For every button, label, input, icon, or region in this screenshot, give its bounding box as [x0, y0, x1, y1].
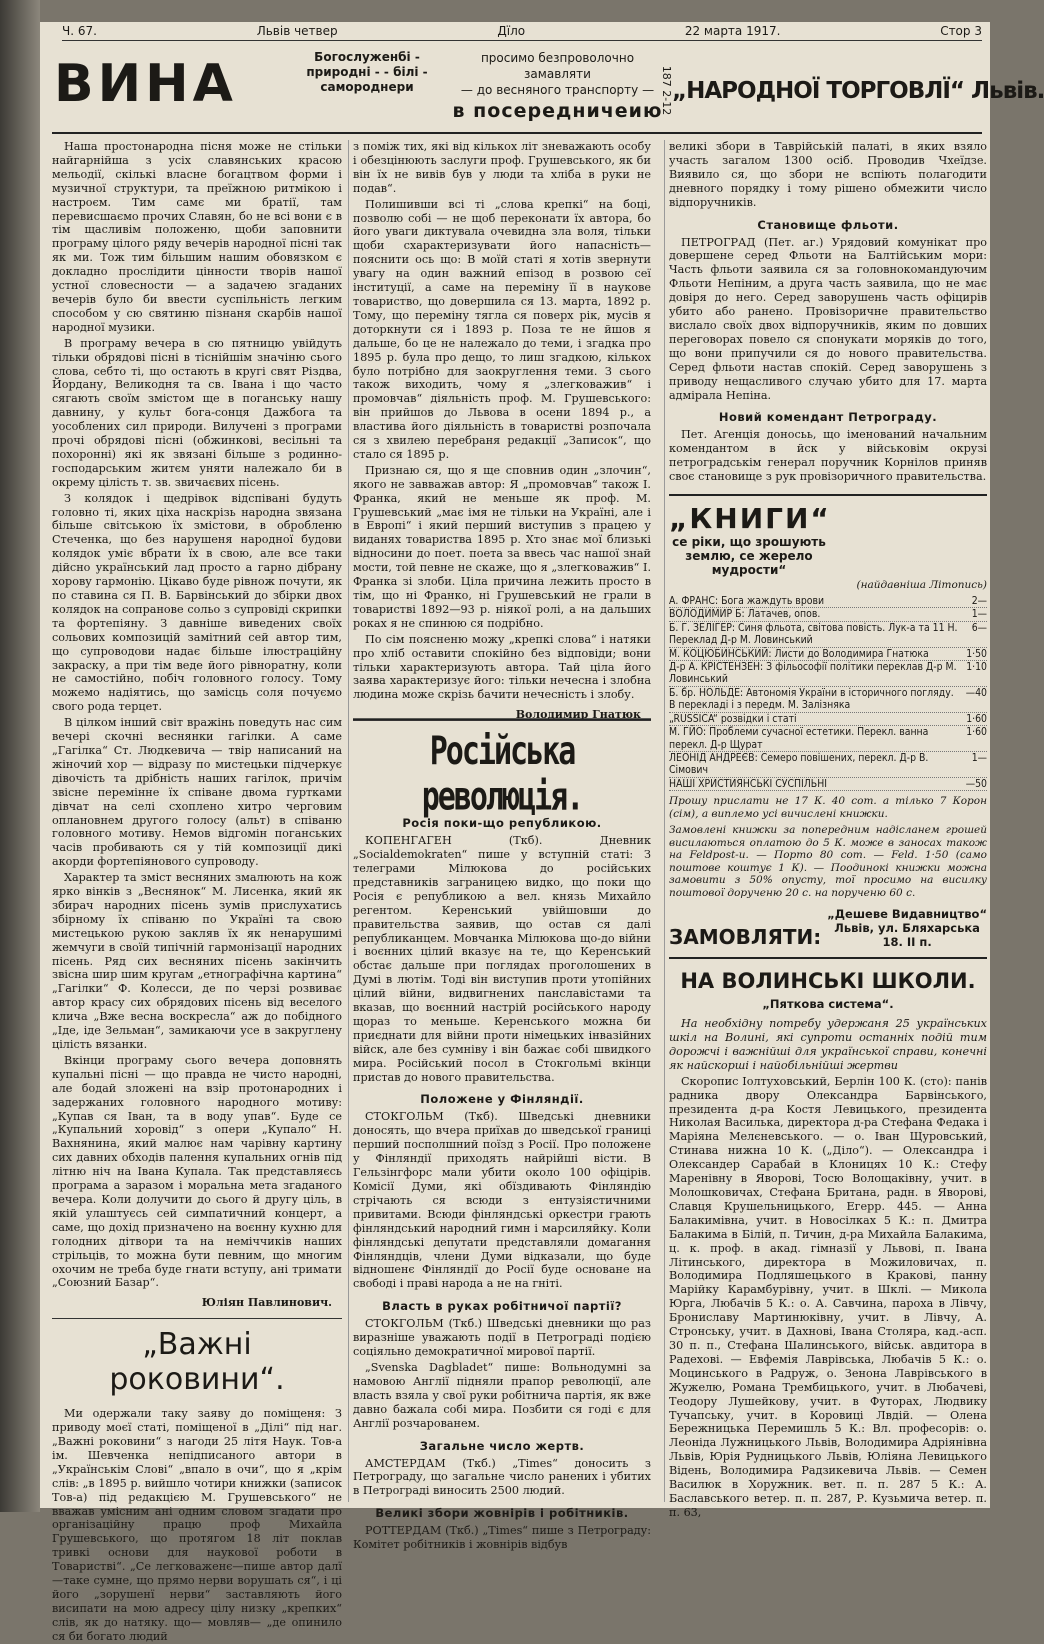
city-day: Львів четвер [256, 24, 338, 38]
order-address: „Дешеве Видавництво“ Львів, ул. Бляхарська 18. II п. [827, 907, 988, 950]
book-price: —50 [965, 777, 987, 790]
paragraph: З колядок і щедрівок відспівані будуть головно ті, яких ціха наскрізь народна звязана більше світською їх змістови, в обробленю Стеченка, що без нарушеня народної будови колядок уміє вбрати їх в свою, але все таки дійсно український лад просто а гарно дібрану хорову гармонію. Цікаво буде рівнож почути, як по ставина ся П. В. Барвінський до збірки двох колядок на сопранове сольо з супровіді скрипки та фортепіяну. З давніше виведених своїх сольових композицій замітний сей автор тим, що супроводови надає більше ілюстраційну закраску, а при тім веде його рівноратну, коли не самостійно, побіч головного голосу. Тому можемо надіятись, що замісць соля почуємо свого рода терцет. [52, 491, 342, 714]
top-advertisement [52, 44, 1044, 134]
book-price: 2— [971, 595, 987, 608]
order-label: ЗАМОВЛЯТИ: [669, 925, 822, 950]
book-price: 6— [971, 621, 987, 634]
book-title: А. ФРАНС: Бога жаждуть врови [669, 595, 825, 608]
article-heading: „Важні роковини“. [52, 1318, 342, 1397]
paragraph: з поміж тих, які від кількох літ зневажають особу і обезцінюють заслуги проф. Грушевського, як би він їх не вивів був у люди та хліба в руки не подав“. [353, 140, 651, 195]
book-item [669, 622, 987, 648]
narodna-torgovlia: „НАРОДНОЇ ТОРГОВЛЇ“ Львів. [672, 78, 1044, 104]
masthead [62, 24, 982, 41]
signature: Юліян Павлинович. [201, 1296, 332, 1310]
book-title: ВОЛОДИМИР Б: Латачев, опов. [669, 608, 821, 621]
book-price: 1·10 [966, 661, 987, 674]
order-line-1: просимо безпроволочно замавляти [480, 51, 635, 81]
paper-name: Дїло [497, 24, 526, 38]
paragraph: ПЕТРОГРАД (Пет. аг.) Урядовий комунікат про довершене серед Фльоти на Балтійським мори: Часть фльоти заявила ся за головнокомандуючим Фльоти Непіним, а друга часть заявила, що не має довіря до него. Серед заворушень часть офіцирів убито або ранено. Провізоричне правительство вислало своїх двох відпоручників, яким по довших переговорах повело ся спонукати моряків до того, що вони припучили ся до нового правительства. Серед фльоти настав спокій. Серед заворушень з приводу нещасливого случаю убито для 17. марта адмірала Непіна. [669, 235, 987, 402]
book-title: Б. Г. ЗЕЛІГЕР: Синя фльота, світова повість. Лук-а та 11 Н. Переклад Д-р М. Ловинський [669, 621, 958, 647]
paragraph: Полишивши всі ті „слова крепкі“ на боці, позволю собі — не щоб переконати їх автора, бо його уваги диктувала очевидна зла воля, тільки щоби схарактеризувати його напасність— пояснити ось що: В моїй статі я хотів звернути увагу на один важний епізод в розвою сеї інституції, а саме на переміну її в наукове товариство, що довершила ся 13. марта, 1892 р. Тому, що переміну тягла ся поверх рік, мусів я доторкнути ся і 1893 р. Поза те не йшов я дальше, бо це не належало до теми, і згадка про 1895 р. була про дещо, то лиш згадкою, кількох було потрібно для заокруглення теми. З сього також виходить, чому я „злегковажив“ і промовчав“ діяльність проф. М. Грушевського: він прийшов до Львова в осени 1894 р., а властива його діяльність в товаристві розпочала ся з хвилею перебраня редакції „Записок“, що стало ся 1895 р. [353, 197, 651, 461]
books-note: Замовлені книжки за попередним надісланем грошей висилаються оплатою до 5 К. може в заносах також на Feldpost-u. — Порто 80 сот. — Feld. 1·50 (само поштове коштує 1 К). — Поодинокі книжки можна замовити з 50% опусту, тої просимо на висилку поштової дорученю 20 с. на порученю 60 с. [669, 824, 987, 899]
subheading: Великі збори жовнірів і робітників. [375, 1506, 629, 1521]
subheading: Загальне число жертв. [419, 1438, 585, 1453]
paragraph: В програму вечера в сю пятницю увійдуть тільки обрядові пісні в тіснійшім значіню сього слова, себто ті, що остають в кругі свят Різдва, Йордану, Великодня та св. Івана і що часто сягають своїм змістом ще в поганську нашу давнину, у культ бога-сонця Дажбога та уособлених сил природи. Вилучені з програми прочі обрядові пісні (обжинкові, весільні та похоронні) які як звязані більше з родинно-господарським житєм уняти належало би в окрему цілість т. зв. звичаєвих пісень. [52, 336, 342, 489]
book-price: 1— [971, 608, 987, 621]
subheading: Положене у Фінляндії. [420, 1092, 584, 1107]
phone-number: 187 2-12 [660, 65, 674, 116]
column-3 [664, 140, 988, 1519]
books-motto-source: (найдавніша Літопись) [856, 579, 987, 592]
signature: Володимир Гнатюк [515, 708, 641, 722]
page-number: Стор 3 [940, 24, 982, 38]
paragraph: КОПЕНГАГЕН (Ткб). Дневник „Socialdemokraten“ пише у вступній статі: З телеграми Мілюкова до російських представників заграницею видко, що поки що Росія є републикою а вел. князь Михайло регентом. Керенський увійшовши до правительства заявив, що остав ся далі републиканцем. Мовчанка Мілюкова що-до війни і воєнних цілий вказує на те, що Керенський обстає дальше при поглядах проголошених в Думі в лютім. Тоді він виступив проти утопійних цілий війни, видвигнених панславістами та вказав, що воєнний настрій російського народу щораз то меньше. Керенського можна би приєднати для війни проти німецьких інвазійних війск, але без сумніву і він бажає собі швидкого мира. Російський посол в Стокгольмі вкінци пристав до нового правительства. [353, 834, 651, 1084]
paragraph: Ми одержали таку заяву до поміщеня: З приводу моєї статі, поміщеної в „Ділі“ під наг. „Важні роковини“ з нагоди 25 літя Наук. Тов-а ім. Шевченка непідписаного автори в „Українськім Слові“ „впало в очи“, що я „крім слів: „в 1895 р. вийшло чотири книжки (записок Тов-а) під редакцією М. Грушевського“ не вважав умісним ані одним словом згадати про організаційну працю проф Михайла Грушевського, що протягом 18 літ поклав тривкі основи для наукової роботи в Товаристві“. „Се легковаженє—пише автор далї—таке сумне, що прямо нерви ворушать ся“, і ці його „зорушенї нерви“ заставляють його висипати на мою адресу цілу низку „крепких“ слів, як до натяку. що— мовляв— „де опинило ся би богато людий [52, 1407, 342, 1643]
vina-subtitle: Богослуженбі - природні - - білі - самороднери [306, 50, 428, 94]
paragraph: РОТТЕРДАМ (Ткб.) „Times“ пише з Петрограду: Комітет робітників і жовнірів відбув [353, 1524, 651, 1552]
order-line [669, 907, 987, 949]
paragraph: Скоропис Іолтуховський, Берлін 100 К. (сто): панів радника двору Олександра Барвінського, президента д-ра Костя Левицького, президента Николая Василька, директора д-ра Стефана Федака і Маріяна Мелєневського. — о. Іван Щуровський, Стинава нижна 10 К. („Діло“). — Олександра і Олександер Сарабай в Клоницях 10 К.: Стефу Маренівну в Яворові, Тосю Волощаківну, учит. в Молошковичах, Стефана Британа, радн. в Яворові, Славця Крушельницького, Егерр. 445. — Анна Балакимівна, учит. в Новосілках 5 К.: п. Дмитра Балакима в Білій, п. Тичин, д-ра Михайла Балакима, ц. к. проф. в акад. гімназії у Львові, п. Івана Літинського, директора в Можиловичах, п. Володимира Подляшецького в Кракові, панну Марійку Карамбурівну, учит. в Шклі. — Микола Юрга, Любачів 5 К.: о. А. Савчина, пароха в Лівчу, Брониславу Мартинюківну, учит. в Лівчу, А. Стронську, учит. в Дахнові, Івана Столяра, кад.-асп. 30 п. п., Стефана Шалинського, військ. авдитора в Радехові. — Евфемія Лаврівська, Любачів 5 К.: о. Моцинського в Радруж, о. Зенона Лаврівського в Жужелю, Романа Трембицького, учит. в Любачеві, Теодору Лушейкову, учит. в Футорах, Людвику Тучапську, учит. в Коровиці Лвдій. — Олена Бережницька Перемишль 5 К.: Вл. професорів: о. Леоніда Лужницького Львів, Володимира Адріянівна Львів, Юрія Рудницького Львів, Юліяна Левицького Відень, Володимира Радзикевича Львів. — Семен Василюк в Хоружник. вет. п. п. 287 5 К.: А. Баславського ветер. п. п. 287, Р. Кузьмича ветер. п. п. 63, [669, 1074, 987, 1519]
vina-title: ВИНА [54, 54, 237, 114]
book-item [669, 661, 987, 687]
subheading: Росія поки-що републикою. [402, 816, 602, 831]
book-item [669, 778, 987, 791]
paragraph: Характер та зміст весняних змалюють на кож ярко вінків з „Веснянок“ М. Лисенка, який як збирач народних пісень зумів прислухатись збірному їх співаню по Україні та свою мистецькою рукою закляв їх як ненарушимі жемчуги в своїй типічній гармонізації народних пісень. Ряд сих весняних пісень закінчить звісна шир шим кругам „етнографічна картина“ „Гагілки“ Ф. Колесси, де по черзі розвиває автор красу сих обрядових пісень від веселого клича „Вже весна воскресла“ аж до побідного „Іде, іде Зельман“, замикаючи усе в закруглену цілість вязанки. [52, 871, 342, 1051]
order-notice [450, 50, 665, 124]
book-item [669, 595, 987, 608]
binding-edge [0, 0, 40, 1512]
book-title: „RUSSICA“ розвідки і статі [669, 712, 797, 725]
book-title: ЛЕОНІД АНДРЕЄВ: Семеро повішених, перекл. Д-р В. Сімович [669, 751, 929, 777]
paragraph: СТОКГОЛЬМ (Ткб.) Шведські дневники що раз виразніше уважають події в Петрограді подією соціяльно демократичної мирової партії. [353, 1317, 651, 1359]
book-price: 1— [971, 751, 987, 764]
book-price: —40 [965, 686, 987, 699]
volyn-subheading: „Пяткова система“. [762, 997, 894, 1012]
issue-number: Ч. 67. [62, 24, 97, 38]
book-title: Д-р А. КРІСТЕНЗЕН: З фільософії політики переклав Д-р М. Ловинський [669, 661, 957, 686]
paragraph: На необхідну потребу удержаня 25 українських шкіл на Волині, які супроти останніх подій тим дорожчі і важнійші для української справи, конечні як найскорші і найобільнійші жертви [669, 1017, 987, 1072]
order-line-3: в посередничеию [452, 100, 663, 122]
paragraph: Признаю ся, що я ще сповнив один „злочин“, якого не завважав автор: Я „промовчав“ також І. Франка, який не меньше як проф. М. Грушевський „має імя не тільки на Україні, але і в Европі“ і який перший виступив з працею у виданях товариства 1895 р. Хто знає мої близькі відносини до поет. поета за ввесь час нашої знай мости, той певне не скаже, що я „злегковажив“ І. Франка зі злоби. Ціла причина лежить просто в тім, що ні Франко, ні Грушевський не грали в товаристві 1892—93 р. ніякої ролі, а на дальших роках я не спинюю ся подрібно. [353, 463, 651, 630]
column-2 [348, 140, 651, 1552]
paragraph: Наша простонародна пісня може не стільки найгарнійша з усіх славянських красою мельодії, скількі власне богацтвом форми і музичної структури, та преїжною ритмікою і настроєм. Тим самє ми братії, там перевисшаємо прочих Славян, бо не всі вони є в тім щасливім положеню, щоби заповнити програму цілого ряду вечерів народної пісні так як ми. Тож тим більшим нашим обовязком є докладно прослідити цінности творів нашої устної словесности — а задачею згаданих вечерів було би ввести суспільність легким способом у сю святиню пізнаня скарбів нашої народної музики. [52, 140, 342, 334]
paragraph: СТОКГОЛЬМ (Ткб). Шведські дневники доносять, що вчера приїхав до шведської границі перший посполшний поїзд з Росії. Про положене у Фінляндії приходять найрійші вісти. В Гельзінгфорс мали убити около 100 офіцірів. Комісії Думи, які обїздивають Фінляндію стрічають ся всюди з ентузіястичними привитами. Всюди фінляндські оркестри грають фінляндський народний гимн і марсиляйку. Коли фінляндські депутати представляли домагання Фінляндців, члени Думи відказали, що буде відношенє Фінляндії до Росії буде основане на свободі і праві народа а не на гніті. [353, 1110, 651, 1291]
book-item [669, 608, 987, 621]
book-price: 1·60 [966, 726, 987, 739]
subheading: Становище фльоти. [757, 217, 899, 232]
paragraph: „Svenska Dagbladet“ пише: Вольнодумні за намовою Англії підняли прапор революції, але власть взяла у свої руки робітнича партія, як вже давно бажала собі мира. Позбити ся годі є для Англії розчарованем. [353, 1360, 651, 1430]
book-list [669, 595, 987, 791]
books-advertisement [669, 494, 987, 949]
newspaper-page [40, 22, 1044, 1643]
book-item [669, 713, 987, 726]
book-item [669, 648, 987, 661]
revolution-heading: Російська революція. [353, 718, 651, 819]
book-title: Б. бр. НОЛЬДЕ: Автономія України в історичного погляду. В перекладі і з передм. М. Залізняка [669, 686, 954, 712]
subheading: Власть в руках робітничої партії? [382, 1299, 622, 1314]
paragraph: В цілком інший світ вражінь поведуть нас сим вечері скочні веснянки гагілки. А саме „Гагілка“ Ст. Людкевича — твір написаний на жіночий хор — відразу по мистецьки підчеркує дівочість та дрібність наших гагілок, причім звісне перемінне їх співане двома гуртками дівчат на селі схоплено хитро черговим оплановнем другого голосу (альт) в співаню головного мотиву. Немов відгомін поганських часів пробивають ся у тій композиції дикі акорди фортепіянового супроводу. [52, 716, 342, 869]
book-item [669, 726, 987, 752]
paragraph: Пет. Агенція доносьь, що іменований начальним комендантом в йск у військовім окрузі петроградськім генерал поручник Корнілов приняв своє становище з рук провізоричного правительства. [669, 428, 987, 484]
book-price: 1·50 [966, 647, 987, 660]
subheading: Новий комендант Петрограду. [718, 410, 938, 425]
volyn-heading: НА ВОЛИНСЬКІ ШКОЛИ. [669, 957, 987, 993]
book-price: 1·60 [966, 712, 987, 725]
date: 22 марта 1917. [684, 24, 781, 38]
paragraph: АМСТЕРДАМ (Ткб.) „Times“ доносить з Петрограду, що загальне число ранених і убитих в Петрограді виносить 2500 людий. [353, 1456, 651, 1498]
books-note: Прошу прислати не 17 К. 40 сот. а тілько 7 Корон (сім), а виплемо усі вичислені книжки. [669, 795, 987, 820]
book-title: М. КОЦЮБИНСЬКИЙ: Листи до Володимира Гнатюка [669, 647, 929, 660]
books-motto: се ріки, що зрошують землю, се жерело мудрости“ [672, 535, 826, 578]
book-item [669, 752, 987, 778]
book-title: М. ГЙО: Проблеми сучасної естетики. Перекл. ванна перекл. Д-р Щурат [669, 726, 929, 751]
book-item [669, 687, 987, 713]
paragraph: великі збори в Таврійській палаті, в яких взяло участь загалом 1300 осіб. Проводив Чхеїдзе. Виявило ся, що збори не вспіють полагодити дневного порядку і тому рішено обмежити число відпоручників. [669, 140, 987, 209]
book-title: НАШІ ХРИСТИЯНСЬКІ СУСПІЛЬНІ [669, 777, 828, 790]
column-1 [52, 140, 342, 1643]
paragraph: По сім поясненю можу „крепкі слова“ і натяки про хліб оставити спокійно без відповіди; вони тільки характеризують автора. Тай ціла його заява характеризує його: тільки нечесна і злобна людина може скрізь бачити нечесність і злобу. [353, 632, 651, 702]
paragraph: Вкінци програму сього вечера доповнять купальні пісні — що правда не чисто народні, але бодай зложені на взір протонародних і задержаних головного народного мотиву: „Купав ся Іван, та в воду упав“. Буде се „Купальний хоровід“ з опери „Купало“ Н. Вахнянина, який малює нам чарівну картину сих давних обходів палення купальних огнів під літню ніч на Івана Купала. Так представляєсь програма а заразом і моральна мета згаданого вечера. Коли долучити до сього й другу ціль, в якій улаштуєсь сей симпатичний концерт, а саме, що дохід призначено на воєнну кухню для голодних дітвори та на неміччиків наших стрільців, то можна бути певним, що многим охочим не треба буде гнати вступу, ані тримати „Союзний Базар“. [52, 1053, 342, 1290]
books-title: „КНИГИ“ [669, 502, 831, 536]
order-line-2: — до весняного транспорту — [460, 83, 655, 97]
